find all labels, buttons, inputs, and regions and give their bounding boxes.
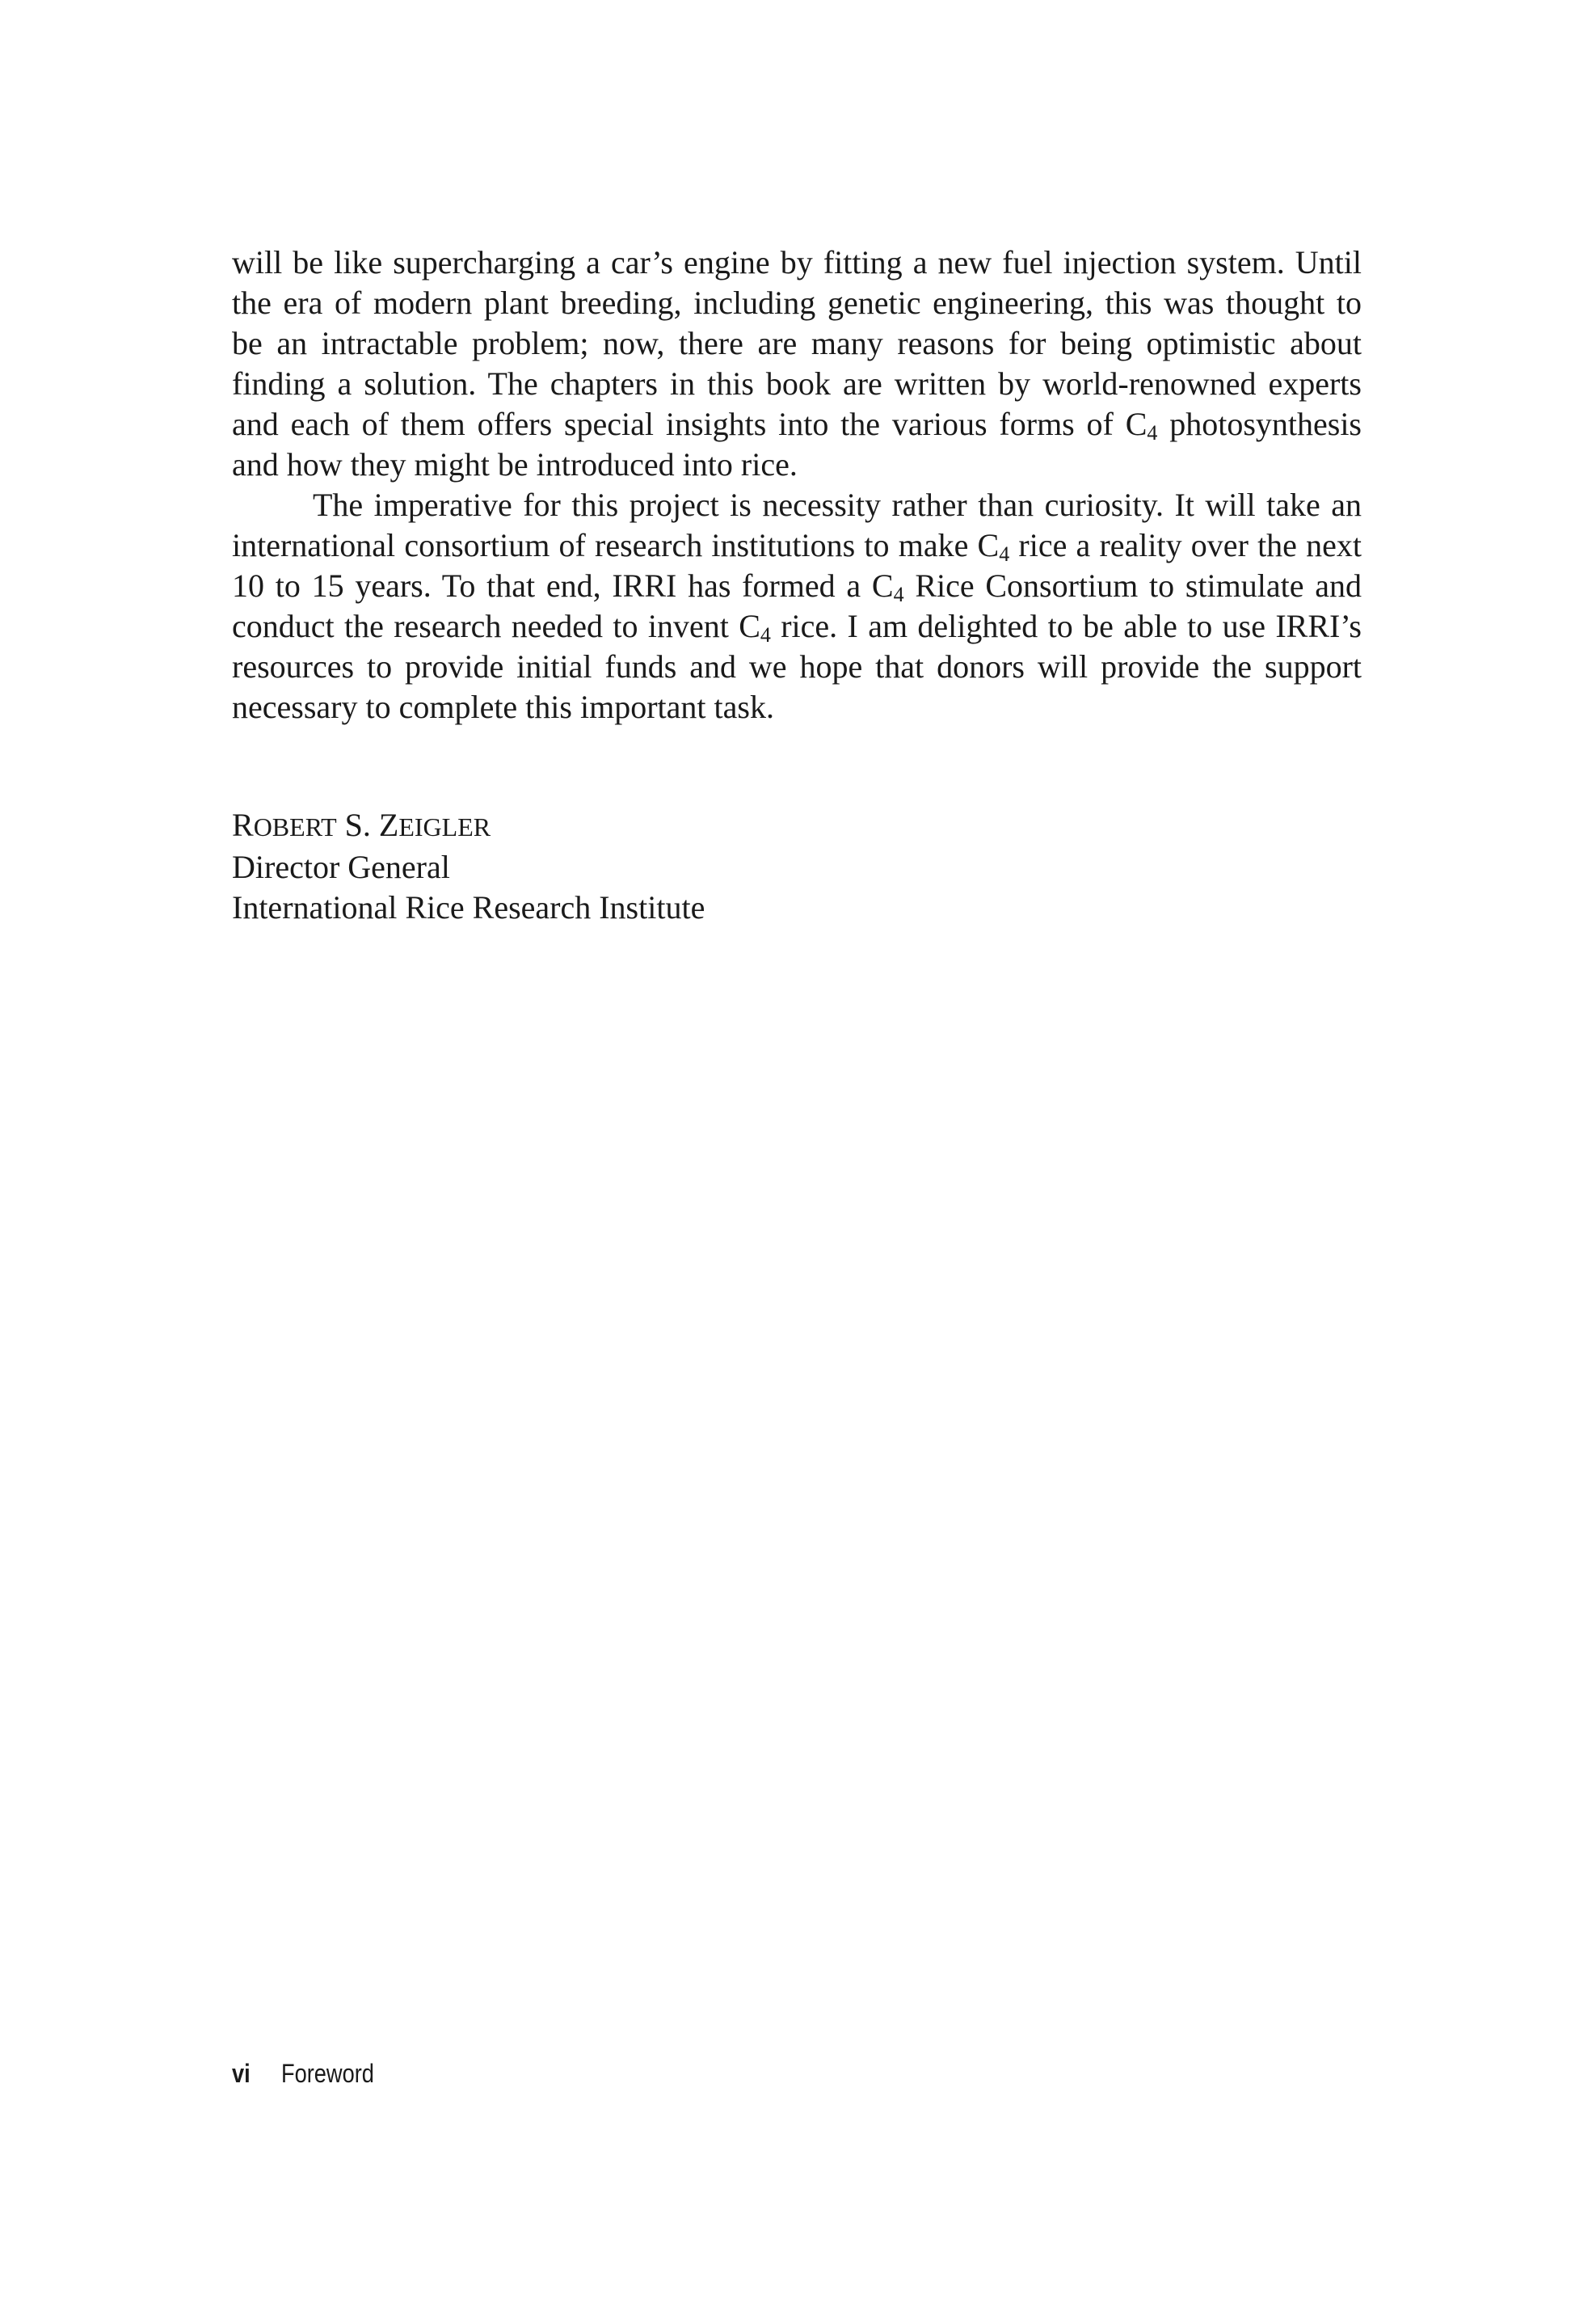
text-line: and each of them offers special insights into the various forms of $C_4$ photosynthesis [232, 406, 1362, 445]
signatory-title: Director General [232, 849, 450, 885]
subscript: 4 [1147, 421, 1158, 445]
subscript: 4 [893, 583, 904, 606]
signatory-name: ROBERT S. ZEIGLER [232, 807, 491, 843]
subscript: 4 [999, 542, 1010, 566]
signature-block [232, 805, 705, 928]
paragraph-1 [232, 243, 1362, 485]
foreword-body [232, 243, 1362, 728]
signatory-institution: International Rice Research Institute [232, 889, 705, 926]
text-line: the era of modern plant breeding, including genetic engineering, this was thought to [232, 285, 1362, 321]
text-line: finding a solution. The chapters in this book are written by world-renowned experts [232, 365, 1362, 402]
text-line: will be like supercharging a car’s engine by fitting a new fuel injection system. Until [232, 244, 1362, 280]
text-line: international consortium of research institutions to make $C_4$ rice a reality over the next [232, 527, 1362, 566]
page-number: vi [232, 2059, 251, 2088]
text-line: resources to provide initial funds and we hope that donors will provide the support [232, 648, 1362, 685]
subscript: 4 [760, 623, 771, 647]
text-line: and how they might be introduced into rice. [232, 446, 798, 483]
text-line: The imperative for this project is necessity rather than curiosity. It will take an [313, 487, 1362, 523]
page-footer [232, 2057, 390, 2090]
paragraph-2 [232, 485, 1362, 728]
text-line: 10 to 15 years. To that end, IRRI has formed a $C_4$ Rice Consortium to stimulate and [232, 567, 1362, 606]
text-line: conduct the research needed to invent $C_4$ rice. I am delighted to be able to use IRRI’s [232, 608, 1362, 647]
text-line: necessary to complete this important task. [232, 689, 774, 725]
text-line: be an intractable problem; now, there are many reasons for being optimistic about [232, 325, 1362, 361]
running-head: Foreword [280, 2059, 374, 2088]
